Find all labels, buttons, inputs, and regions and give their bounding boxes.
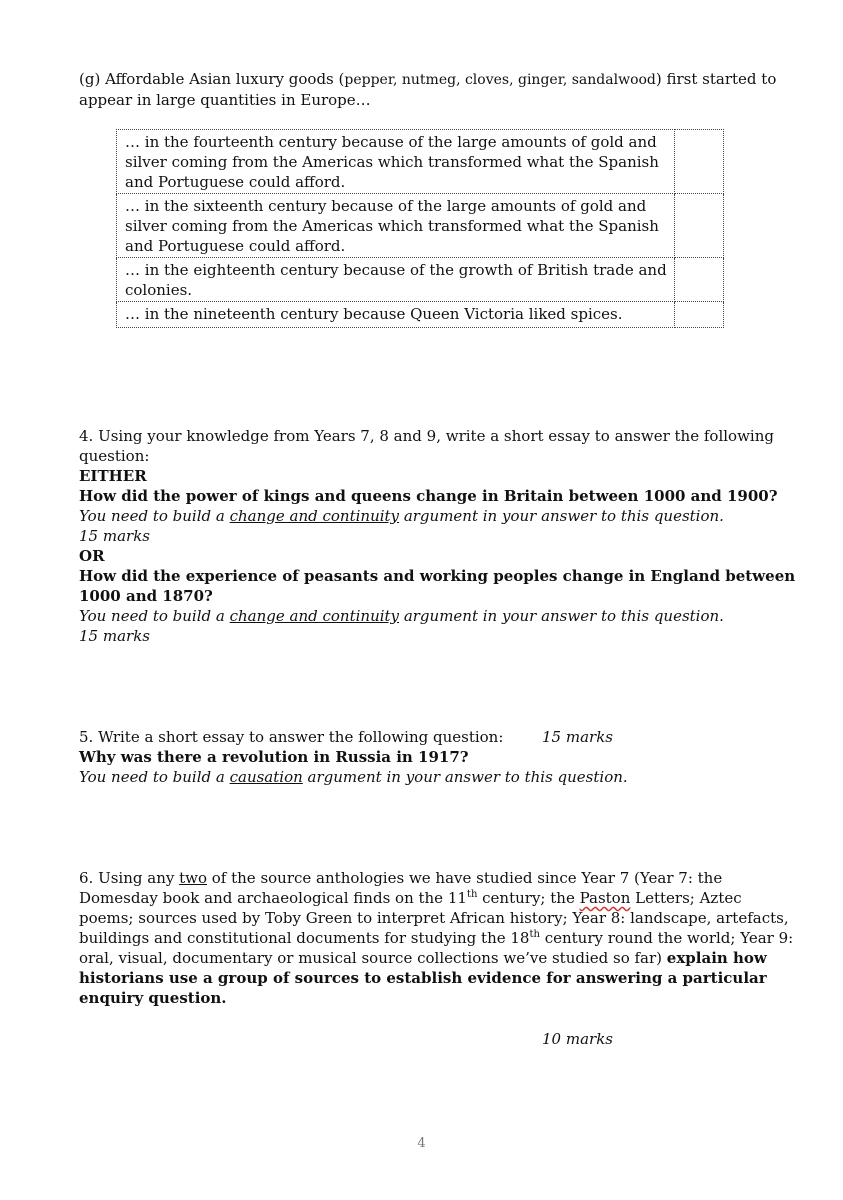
answer-option-row (117, 194, 724, 258)
spellcheck-underline: Paston (579, 889, 631, 907)
answer-option-text: … in the eighteenth century because of the growth of British trade and colonies. (117, 258, 675, 302)
answer-checkbox[interactable] (675, 194, 724, 258)
essay-hint: You need to build a causation argument in your answer to this question. (79, 768, 628, 786)
question-3g-line1: (g) Affordable Asian luxury goods (pepper, nutmeg, cloves, ginger, sandalwood) first started to (79, 70, 777, 88)
essay-hint: You need to build a change and continuity argument in your answer to this question. (79, 607, 724, 625)
question-6: 6. Using any two of the source anthologies we have studied since Year 7 (Year 7: the Domesday book and archaeological finds on the 11th century; the Paston Letters; Aztec poems; sources used by Toby Green to interpret African history; Year 8: landscape, artefacts, buildings and constitutional documents for studying the 18th century round the world; Year 9: oral, visual, documentary or musical source collections we’ve studied so far) explain how historians use a group of sources to establish evidence for answering a particular enquiry question. (79, 869, 794, 1007)
answer-options-table (116, 129, 724, 328)
essay-option-1: How did the power of kings and queens change in Britain between 1000 and 1900? (79, 487, 778, 505)
answer-option-text: … in the sixteenth century because of the large amounts of gold and silver coming from the Americas which transformed what the Spanish and Portuguese could afford. (117, 194, 675, 258)
question-3g (79, 69, 777, 110)
or-label: OR (79, 547, 105, 565)
answer-option-text: … in the fourteenth century because of the large amounts of gold and silver coming from the Americas which transformed what the Spanish and Portuguese could afford. (117, 130, 675, 194)
question-4: 4. Using your knowledge from Years 7, 8 and 9, write a short essay to answer the following question: EITHER How did the power of kings and queens change in Britain between 1000 and 1900? You need to build a change and continuity argument in your answer to this question. 15 marks OR How did the experience of peasants and working peoples change in England between 1000 and 1870? You need to build a change and continuity argument in your answer to this question. 15 marks (79, 427, 796, 645)
marks-label: 10 marks (542, 1030, 613, 1048)
essay-hint: You need to build a change and continuity argument in your answer to this question. (79, 507, 724, 525)
answer-option-row (117, 302, 724, 328)
either-label: EITHER (79, 467, 147, 485)
marks-label: 15 marks (79, 627, 150, 645)
marks-label: 15 marks (542, 728, 613, 746)
page-number: 4 (417, 1136, 426, 1151)
essay-option-2: How did the experience of peasants and working peoples change in England between (79, 567, 796, 585)
marks-label: 15 marks (79, 527, 150, 545)
question-5: 5. Write a short essay to answer the following question: Why was there a revolution in Russia in 1917? You need to build a causation argument in your answer to this question. (79, 727, 769, 787)
answer-option-text: … in the nineteenth century because Queen Victoria liked spices. (117, 302, 675, 328)
essay-question: Why was there a revolution in Russia in 1917? (79, 748, 469, 766)
question-3g-line2: appear in large quantities in Europe… (79, 91, 371, 109)
answer-option-row (117, 130, 724, 194)
answer-checkbox[interactable] (675, 302, 724, 328)
answer-checkbox[interactable] (675, 258, 724, 302)
answer-option-row (117, 258, 724, 302)
answer-checkbox[interactable] (675, 130, 724, 194)
